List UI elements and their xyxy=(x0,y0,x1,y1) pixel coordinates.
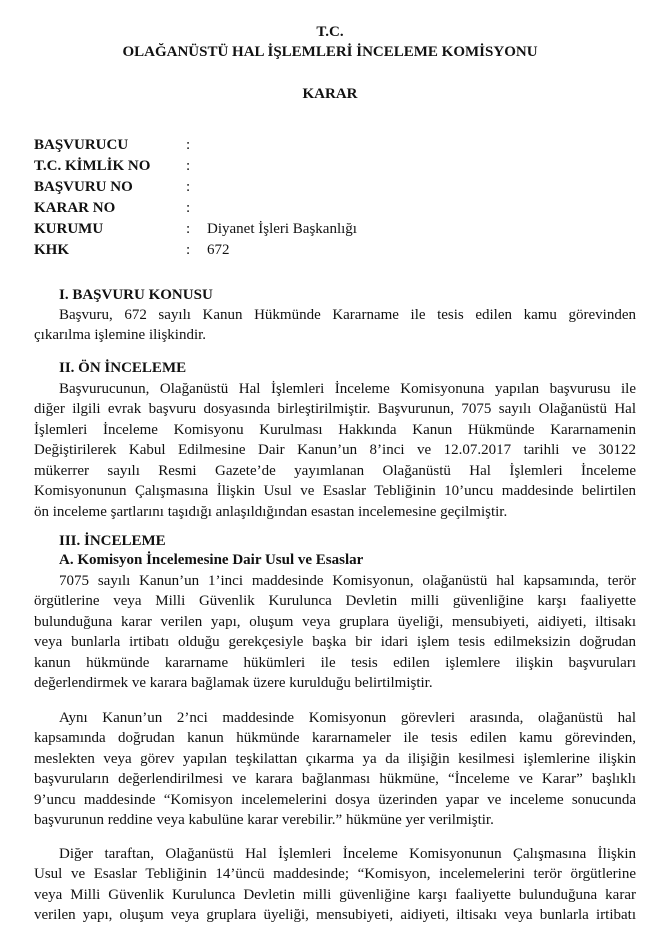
paragraph-line: örgütlerine veya Milli Güvenlik Kurulunca Devletin milli güvenliğine karşı faaliyette xyxy=(34,593,636,609)
section-2-title: II. ÖN İNCELEME xyxy=(59,360,187,376)
info-value: Diyanet İşleri Başkanlığı xyxy=(207,221,357,237)
info-label: T.C. KİMLİK NO xyxy=(34,158,151,174)
info-label: BAŞVURUCU xyxy=(34,137,129,153)
paragraph-line: veya Milli Güvenlik Kurulunca Devletin milli güvenliğine karşı faaliyette bulunduğuna karar xyxy=(34,887,636,903)
paragraph-line: Aynı Kanun’un 2’nci maddesinde Komisyonun görevleri arasında, olağanüstü hal xyxy=(59,710,636,726)
info-label: BAŞVURU NO xyxy=(34,179,133,195)
info-colon: : xyxy=(186,200,191,216)
paragraph-line: Değiştirilerek Kabul Edilmesine Dair Kanun’un 8’inci ve 12.07.2017 tarihli ve 30122 xyxy=(34,442,636,458)
info-colon: : xyxy=(186,158,191,174)
paragraph-line: diğer ilgili evrak başvuru dosyasında birleştirilmiştir. Başvurunun, 7075 sayılı Olağanüstü Hal xyxy=(34,401,636,417)
section-1-title: I. BAŞVURU KONUSU xyxy=(59,287,213,303)
paragraph-line: meslekten veya görev yapılan teşkilattan çıkarma ya da ilişiğin kesilmesi işlemlerine ilişkin xyxy=(34,751,636,767)
paragraph-line: değerlendirmek ve karara bağlamak üzere kurulduğu belirtilmiştir. xyxy=(34,675,433,691)
info-colon: : xyxy=(186,242,191,258)
paragraph-line: ön inceleme şartlarını taşıdığı anlaşıldığından esastan incelemesine geçilmiştir. xyxy=(34,504,508,520)
paragraph-line: çıkarılma işlemine ilişkindir. xyxy=(34,327,207,343)
info-value: 672 xyxy=(207,242,230,258)
paragraph-line: Komisyonunun Çalışmasına İlişkin Usul ve Esaslar Tebliğinin 10’uncu maddesinde belirtilen xyxy=(34,483,636,499)
info-label: KHK xyxy=(34,242,70,258)
info-colon: : xyxy=(186,221,191,237)
paragraph-line: başvuruların değerlendirilmesi ve karara bağlanması hükmüne, “İnceleme ve Karar” başlıklı xyxy=(34,771,636,787)
paragraph-line: mükerrer sayılı Resmi Gazete’de yayımlanan Olağanüstü Hal İşlemleri İnceleme xyxy=(34,463,636,479)
header-tc: T.C. xyxy=(316,24,344,40)
header-commission: OLAĞANÜSTÜ HAL İŞLEMLERİ İNCELEME KOMİSYONU xyxy=(122,44,538,60)
paragraph-line: Başvuru, 672 sayılı Kanun Hükmünde Kararname ile tesis edilen kamu görevinden xyxy=(59,307,636,323)
paragraph-line: 7075 sayılı Kanun’un 1’inci maddesinde Komisyonun, olağanüstü hal kapsamında, terör xyxy=(59,573,636,589)
paragraph-line: verilen yapı, oluşum veya gruplara üyeliği, mensubiyeti, aidiyeti, iltisakı veya bunlarla irtibatı xyxy=(34,907,636,923)
paragraph-line: İşlemleri İnceleme Komisyonu Kurulması Hakkında Kanun Hükmünde Kararnamenin xyxy=(34,422,636,438)
paragraph-line: Diğer taraftan, Olağanüstü Hal İşlemleri İnceleme Komisyonunun Çalışmasına İlişkin xyxy=(59,846,636,862)
paragraph-line: kapsamında doğrudan kanun hükmünde kararnameler ile tesis edilen kamu görevinden, xyxy=(34,730,636,746)
info-label: KURUMU xyxy=(34,221,104,237)
section-3-title: III. İNCELEME xyxy=(59,533,166,549)
paragraph-line: kanun hükmünde kararname hükümleri ile tesis edilen işlemlere ilişkin başvuruları xyxy=(34,655,636,671)
paragraph-line: başvurunun reddine veya kabulüne karar verebilir.” hükmüne yer verilmiştir. xyxy=(34,812,494,828)
paragraph-line: 9’uncu maddesinde “Komisyon incelemelerini dosya üzerinden yapar ve inceleme sonucunda xyxy=(34,792,636,808)
info-colon: : xyxy=(186,179,191,195)
paragraph-line: Usul ve Esaslar Tebliğinin 14’üncü maddesinde; “Komisyon, incelemelerini terör örgütlerine xyxy=(34,866,636,882)
paragraph-line: Başvurucunun, Olağanüstü Hal İşlemleri İnceleme Komisyonuna yapılan başvurusu ile xyxy=(59,381,636,397)
section-3a-subtitle: A. Komisyon İncelemesine Dair Usul ve Esaslar xyxy=(59,552,364,568)
header-karar: KARAR xyxy=(302,86,358,102)
paragraph-line: bulunduğuna karar verilen yapı, oluşum veya gruplara üyeliği, mensubiyeti, aidiyeti, iltisakı xyxy=(34,614,636,630)
paragraph-line: veya bunlarla irtibatı olduğu gerekçesiyle başka bir idari işlem tesis edilmeksizin doğrudan xyxy=(34,634,636,650)
info-colon: : xyxy=(186,137,191,153)
info-label: KARAR NO xyxy=(34,200,116,216)
